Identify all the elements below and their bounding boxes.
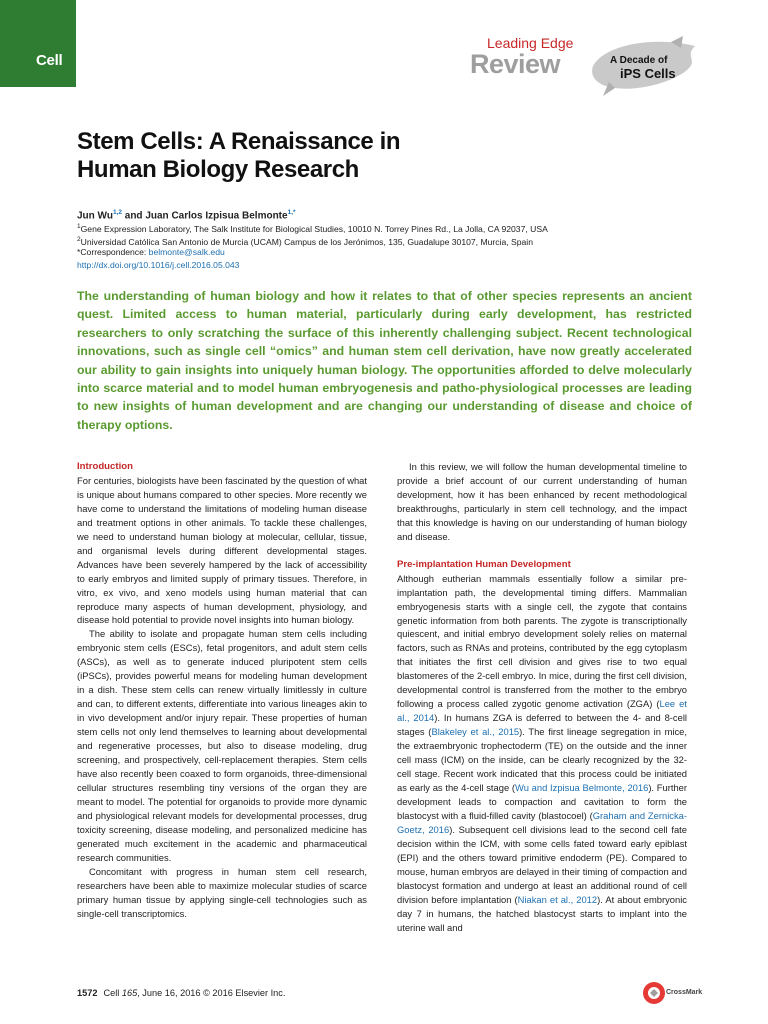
intro-paragraph-1: For centuries, biologists have been fascinated by the question of what is unique about humans compared to other species. More recently we have come to understand the limitations of modeling human disease and treatment options in other animals. To tackle these challenges, we need to understand human biology at molecular, cellular, tissue, and organismal levels during different developmental stages. Advances have been severely hampered by the lack of accessibility to early embryos and limited supply of primary tissues. Therefore, in vitro, ex vivo, and xeno models using human material that can reproduce many aspects of human development, physiology, and disease hold potential to provide novel insights into human biology. [77, 474, 367, 626]
author-1-affil-sup[interactable]: 1,2 [112, 209, 122, 216]
footer-volume: 165 [121, 988, 138, 998]
correspondence-label: *Correspondence: [77, 247, 149, 257]
preimplantation-heading: Pre-implantation Human Development [397, 558, 571, 570]
footer-journal: Cell [103, 988, 122, 998]
para-text-e: ). Subsequent cell divisions lead to the second cell fate decision within the ICM, with some cells fated toward early epiblast (EPI) and the others toward primitive endoderm (PE). Compared to mouse, human embryos are delayed in their timing of compaction and blastocyst formation and undergo at least an additional round of cell division before implantation ( [397, 823, 687, 905]
para-text-b: ). In humans ZGA is deferred to between the 4- and 8-cell stages ( [397, 712, 687, 738]
affiliation-1-text: Gene Expression Laboratory, The Salk Institute for Biological Studies, 10010 N. Torrey Pines Rd., La Jolla, CA 92037, USA [80, 223, 548, 234]
ref-blakeley-2015[interactable]: Blakeley et al., 2015 [431, 726, 520, 738]
para-text-f: ). At about embryonic day 7 in humans, the hatched blastocyst starts to implant into the uterine wall and [397, 893, 687, 933]
review-overview-paragraph: In this review, we will follow the human developmental timeline to provide a brief account of our current understanding of human development, how it has been enhanced by recent methodological breakthroughs, particularly in stem cell technology, and the impact that this knowledge is having on our understanding of human biology and disease. [397, 461, 687, 542]
title-line-1: Stem Cells: A Renaissance in [77, 128, 401, 155]
crossmark-label[interactable]: CrossMark [666, 989, 703, 996]
abstract: The understanding of human biology and how it relates to that of other species represents an ancient quest. Limited access to human material, particularly during early development, has restricted researchers to only scratching the surface of this inherently challenging subject. Recent technological innovations, such as single cell “omics” and human stem cell derivation, have now greatly accelerated our ability to gain insights into uniquely human biology. The opportunities afforded to delve molecularly into scarce material and to model human embryogenesis and patho-physiological processes are leading to new insights of human development and are changing our understanding of disease and choice of therapy options. [77, 289, 692, 432]
ref-graham-2016[interactable]: Graham and Zernicka-Goetz, 2016 [397, 809, 688, 835]
ref-niakan-2012[interactable]: Niakan et al., 2012 [517, 893, 598, 905]
preimplantation-paragraph [397, 572, 687, 935]
page-number: 1572 [77, 988, 98, 998]
author-2: and Juan Carlos Izpisua Belmonte [121, 210, 288, 222]
correspondence-email-link[interactable]: belmonte@salk.edu [148, 247, 225, 257]
para-text-d: ). Further development leads to compaction and cavitation to form the blastocyst with a fluid-filled cavity (blastocoel) ( [397, 781, 687, 821]
cell-logo-text: Cell [36, 52, 63, 69]
doi-link[interactable]: http://dx.doi.org/10.1016/j.cell.2016.05.043 [77, 260, 240, 270]
para-text-a: Although eutherian mammals essentially follow a similar pre-implantation path, the developmental timing differs. Mammalian embryogenesis starts with a single cell, the zygote that contains genetic information from both parents. The zygote is transcriptionally quiescent, and initial embryo development solely relies on maternal factors, such as RNAs and proteins, contributed by the egg cytoplasm that initiates the first cell division and gives rise to two equal blastomeres of the 2-cell embryo. In mice, during the first cell division, developmental control is transferred from the mother to the embryo following a process called zygotic genome activation (ZGA) ( [397, 572, 687, 710]
affiliation-2-text: Universidad Católica San Antonio de Murcia (UCAM) Campus de los Jerónimos, 135, Guadalupe 30107, Murcia, Spain [80, 236, 533, 247]
article-title [77, 128, 497, 184]
introduction-heading: Introduction [77, 461, 133, 472]
intro-paragraph-3: Concomitant with progress in human stem cell research, researchers have been able to maximize molecular studies of scarce primary human tissue by applying single-cell technologies such as single-cell transcriptomics. [77, 865, 367, 919]
review-label: Review [470, 49, 561, 79]
cell-journal-logo [0, 0, 76, 87]
right-column [397, 460, 687, 934]
ref-wu-belmonte-2016[interactable]: Wu and Izpisua Belmonte, 2016 [515, 781, 649, 793]
footer-date-copyright: , June 16, 2016 © 2016 Elsevier Inc. [137, 988, 286, 998]
doi-line [77, 259, 717, 272]
author-2-affil-sup[interactable]: 1,* [287, 209, 296, 216]
title-line-2: Human Biology Research [77, 156, 359, 183]
author-1: Jun Wu [77, 210, 113, 222]
leading-edge-label: Leading Edge [487, 35, 574, 51]
intro-paragraph-2: The ability to isolate and propagate human stem cells including embryonic stem cells (ESCs), fetal progenitors, and adult stem cells (ASCs), as well as to generate induced pluripotent stem cells (iPSCs), provides powerful means for modeling human development in a dish. These stem cells can renew virtually limitlessly in culture and can, to different extents, differentiate into various lineages akin to in vivo development and/or injury repair. These properties of human stem cells not only lend themselves to learning about developmental and regenerative processes, but also to disease modeling, drug screening, and prospectively, cell-replacement therapies. Stem cells have also recently been coaxed to form organoids, three-dimensional cellular structures resembling tiny versions of the organ they are meant to model. The potential for organoids to provide more dynamic and physiological relevant models for developmental processes, drug toxicity screening, disease modeling, and personalized medicine has generated much excitement in the academic and pharmaceutical research communities. [77, 628, 367, 863]
badge-line-2: iPS Cells [620, 66, 676, 81]
left-column [77, 460, 367, 920]
page-footer [77, 988, 285, 998]
section-gap [397, 544, 687, 558]
ref-lee-2014[interactable]: Lee et al., 2014 [397, 698, 687, 724]
correspondence [77, 246, 717, 259]
affiliation-2-sup: 2 [77, 236, 81, 243]
para-text-c: ). The first lineage segregation in mice, the extraembryonic trophectoderm (TE) on the outside and the inner cell mass (ICM) on the inside, can be clearly recognized by the 32-cell stage. Recent work indicated that this process could be initiated as early as the 4-cell stage ( [397, 726, 687, 793]
affiliation-1-sup: 1 [77, 223, 81, 230]
badge-line-1: A Decade of [610, 55, 668, 66]
